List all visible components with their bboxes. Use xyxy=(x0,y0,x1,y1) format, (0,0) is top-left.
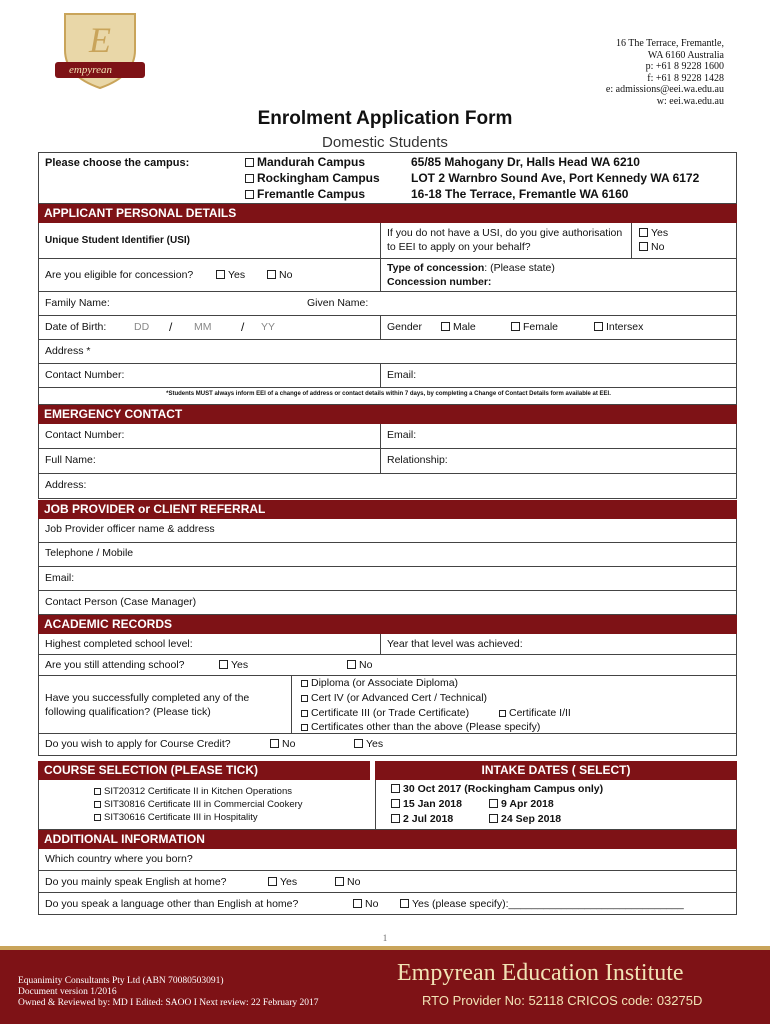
option-label: 30 Oct 2017 (Rockingham Campus only) xyxy=(403,783,604,795)
dob-month-field[interactable]: MM xyxy=(194,321,212,333)
still-attending-row xyxy=(38,655,737,676)
checkbox[interactable] xyxy=(441,322,450,331)
other-language-no[interactable] xyxy=(353,898,378,910)
dob-label: Date of Birth: xyxy=(45,321,107,333)
checkbox[interactable] xyxy=(245,174,254,183)
checkbox[interactable] xyxy=(94,814,101,821)
option-label: Female xyxy=(523,321,559,333)
option-label: SIT30616 Certificate III in Hospitality xyxy=(104,812,258,823)
address-row xyxy=(38,340,737,364)
checkbox[interactable] xyxy=(391,814,400,823)
emergency-contact-number-label: Contact Number: xyxy=(45,429,125,441)
option-label: Yes (please specify):______________________________ xyxy=(412,898,684,910)
course-credit-row xyxy=(38,734,737,756)
dob-separator: / xyxy=(241,320,245,334)
option-label: 9 Apr 2018 xyxy=(501,798,554,810)
intake-15-jan-2018[interactable] xyxy=(391,798,462,810)
emergency-contact-row xyxy=(38,424,737,449)
qualifications-question: Have you successfully completed any of the following qualification? (Please tick) xyxy=(45,692,250,718)
campus-section xyxy=(38,152,737,204)
intake-30-oct-2017[interactable] xyxy=(391,783,603,795)
concession-number-label: Concession number: xyxy=(387,276,492,288)
highest-level-row xyxy=(38,634,737,655)
checkbox[interactable] xyxy=(400,899,409,908)
gender-label: Gender xyxy=(387,321,423,333)
concession-type-hint: : (Please state) xyxy=(484,262,555,274)
option-label: SIT30816 Certificate III in Commercial Cookery xyxy=(104,799,303,810)
option-label: SIT20312 Certificate II in Kitchen Operations xyxy=(104,786,292,797)
campus-option-label: Rockingham Campus xyxy=(257,171,380,185)
other-language-question: Do you speak a language other than English at home? xyxy=(45,898,299,910)
concession-no[interactable] xyxy=(267,269,292,281)
job-contact-person-row xyxy=(38,591,737,615)
section-personal-details: APPLICANT PERSONAL DETAILS xyxy=(38,204,737,223)
footer-company: Equanimity Consultants Pty Ltd (ABN 70080503091) xyxy=(18,976,224,986)
option-label: 2 Jul 2018 xyxy=(403,813,454,825)
course-commercial-cookery[interactable] xyxy=(94,799,303,810)
checkbox[interactable] xyxy=(301,724,308,731)
footer-version: Document version 1/2016 xyxy=(18,987,117,997)
course-hospitality[interactable] xyxy=(94,812,258,823)
option-label: Certificate I/II xyxy=(509,707,571,719)
checkbox[interactable] xyxy=(391,799,400,808)
section-job-provider: JOB PROVIDER or CLIENT REFERRAL xyxy=(38,500,737,519)
contact-number-label: Contact Number: xyxy=(45,369,125,381)
section-intake-dates: INTAKE DATES ( SELECT) xyxy=(375,761,737,780)
year-achieved-label: Year that level was achieved: xyxy=(387,638,523,650)
english-row xyxy=(38,871,737,893)
course-credit-question: Do you wish to apply for Course Credit? xyxy=(45,738,231,750)
dob-year-field[interactable]: YY xyxy=(261,321,276,333)
usi-authorise-no[interactable] xyxy=(639,241,664,253)
still-attending-question: Are you still attending school? xyxy=(45,659,185,671)
section-course-selection: COURSE SELECTION (PLEASE TICK) xyxy=(38,761,370,780)
footer-reviewed: Owned & Reviewed by: MD I Edited: SAOO I Next review: 22 February 2017 xyxy=(18,998,319,1008)
option-label: 24 Sep 2018 xyxy=(501,813,562,825)
option-label: No xyxy=(651,241,665,253)
intake-24-sep-2018[interactable] xyxy=(489,813,561,825)
dob-day-field[interactable]: DD xyxy=(134,321,150,333)
course-credit-yes[interactable] xyxy=(354,738,383,750)
address-label: Address * xyxy=(45,345,91,357)
notice-row xyxy=(38,388,737,405)
still-attending-no[interactable] xyxy=(347,659,372,671)
checkbox[interactable] xyxy=(639,242,648,251)
highest-level-label: Highest completed school level: xyxy=(45,638,193,650)
emergency-address-row xyxy=(38,474,737,499)
option-label: Yes xyxy=(366,738,384,750)
job-telephone-row xyxy=(38,543,737,567)
checkbox[interactable] xyxy=(489,799,498,808)
form-title: Enrolment Application Form xyxy=(257,108,513,129)
option-label: Yes xyxy=(231,659,249,671)
born-question: Which country where you born? xyxy=(45,853,193,865)
option-label: Certificate III (or Trade Certificate) xyxy=(311,707,470,719)
job-telephone-label: Telephone / Mobile xyxy=(45,547,134,559)
contact-change-notice: *Students MUST always inform EEI of a change of address or contact details within 7 days, by completing a Change of Contact Details form available at EEI. xyxy=(166,391,611,397)
checkbox[interactable] xyxy=(639,228,648,237)
checkbox[interactable] xyxy=(216,270,225,279)
campus-option-label: Mandurah Campus xyxy=(257,155,366,169)
gender-intersex[interactable] xyxy=(594,321,643,333)
emergency-name-row xyxy=(38,449,737,474)
address-line: 16 The Terrace, Fremantle, xyxy=(615,38,724,49)
option-label: No xyxy=(282,738,296,750)
intake-2-jul-2018[interactable] xyxy=(391,813,453,825)
job-contact-person-label: Contact Person (Case Manager) xyxy=(45,596,197,608)
fax-line: f: +61 8 9228 1428 xyxy=(647,72,724,84)
checkbox[interactable] xyxy=(499,710,506,717)
footer-institute-name: Empyrean Education Institute xyxy=(397,960,684,986)
option-label: No xyxy=(347,876,361,888)
campus-address-fremantle: 16-18 The Terrace, Fremantle WA 6160 xyxy=(411,187,629,201)
option-label: Cert IV (or Advanced Cert / Technical) xyxy=(311,692,488,704)
checkbox[interactable] xyxy=(267,270,276,279)
campus-option-fremantle[interactable] xyxy=(245,187,365,201)
checkbox[interactable] xyxy=(270,739,279,748)
usi-authorise-question: If you do not have a USI, do you give authorisation to EEI to apply on your behalf? xyxy=(387,227,623,253)
course-kitchen-operations[interactable] xyxy=(94,786,292,797)
qual-cert-iii[interactable] xyxy=(301,707,469,719)
option-label: No xyxy=(279,269,293,281)
concession-yes[interactable] xyxy=(216,269,245,281)
checkbox[interactable] xyxy=(301,710,308,717)
other-language-yes-specify[interactable] xyxy=(400,898,684,910)
english-no[interactable] xyxy=(335,876,360,888)
usi-row xyxy=(38,223,737,259)
gender-female[interactable] xyxy=(511,321,558,333)
checkbox[interactable] xyxy=(391,784,400,793)
checkbox[interactable] xyxy=(335,877,344,886)
checkbox[interactable] xyxy=(301,680,308,687)
emergency-relationship-label: Relationship: xyxy=(387,454,448,466)
gender-male[interactable] xyxy=(441,321,476,333)
name-row xyxy=(38,292,737,316)
english-question: Do you mainly speak English at home? xyxy=(45,876,227,888)
checkbox[interactable] xyxy=(94,788,101,795)
concession-question: Are you eligible for concession? xyxy=(45,269,194,281)
checkbox[interactable] xyxy=(347,660,356,669)
campus-option-label: Fremantle Campus xyxy=(257,187,366,201)
institute-logo xyxy=(55,10,145,90)
course-intake-row xyxy=(38,780,737,830)
qualifications-row xyxy=(38,676,737,734)
email-line: e: admissions@eei.wa.edu.au xyxy=(605,84,724,96)
job-officer-label: Job Provider officer name & address xyxy=(45,523,215,535)
checkbox[interactable] xyxy=(511,322,520,331)
section-additional-information: ADDITIONAL INFORMATION xyxy=(38,830,737,849)
campus-prompt: Please choose the campus: xyxy=(45,157,190,169)
usi-label: Unique Student Identifier (USI) xyxy=(45,235,190,246)
usi-authorise-yes[interactable] xyxy=(639,227,668,239)
option-label: Intersex xyxy=(606,321,644,333)
option-label: 15 Jan 2018 xyxy=(403,798,462,810)
footer-band xyxy=(0,946,770,1024)
checkbox[interactable] xyxy=(353,899,362,908)
concession-type-title: Type of concession xyxy=(387,262,485,274)
checkbox[interactable] xyxy=(489,814,498,823)
qual-cert-i-ii[interactable] xyxy=(499,707,571,719)
institute-address-block xyxy=(606,38,724,108)
option-label: Certificates other than the above (Please specify) xyxy=(311,721,541,733)
campus-address-rockingham: LOT 2 Warnbro Sound Ave, Port Kennedy WA 6172 xyxy=(411,171,700,185)
concession-type-label xyxy=(387,262,555,274)
checkbox[interactable] xyxy=(245,158,254,167)
logo-wordmark: empyrean xyxy=(69,64,112,76)
dob-gender-row xyxy=(38,316,737,340)
course-credit-no[interactable] xyxy=(270,738,295,750)
campus-option-mandurah[interactable] xyxy=(245,155,365,169)
checkbox[interactable] xyxy=(268,877,277,886)
option-label: Male xyxy=(453,321,476,333)
checkbox[interactable] xyxy=(219,660,228,669)
option-label: Yes xyxy=(651,227,669,239)
other-language-row xyxy=(38,893,737,915)
address-line: WA 6160 Australia xyxy=(647,49,724,61)
phone-line: p: +61 8 9228 1600 xyxy=(645,61,724,73)
email-label: Email: xyxy=(387,369,417,381)
checkbox[interactable] xyxy=(594,322,603,331)
intake-9-apr-2018[interactable] xyxy=(489,798,554,810)
emergency-email-label: Email: xyxy=(387,429,417,441)
option-label: No xyxy=(365,898,379,910)
job-email-row xyxy=(38,567,737,591)
qual-other[interactable] xyxy=(301,721,540,733)
option-label: Yes xyxy=(228,269,246,281)
option-label: No xyxy=(359,659,373,671)
qual-diploma[interactable] xyxy=(301,677,458,689)
born-row xyxy=(38,849,737,871)
option-label: Yes xyxy=(280,876,298,888)
section-emergency-contact: EMERGENCY CONTACT xyxy=(38,405,737,424)
qual-cert-iv[interactable] xyxy=(301,692,487,704)
checkbox[interactable] xyxy=(354,739,363,748)
family-name-label: Family Name: xyxy=(45,297,110,309)
job-email-label: Email: xyxy=(45,572,75,584)
svg-text:E: E xyxy=(89,20,111,60)
given-name-label: Given Name: xyxy=(307,297,369,309)
emergency-full-name-label: Full Name: xyxy=(45,454,96,466)
english-yes[interactable] xyxy=(268,876,297,888)
checkbox[interactable] xyxy=(94,801,101,808)
checkbox[interactable] xyxy=(301,695,308,702)
section-academic-records: ACADEMIC RECORDS xyxy=(38,615,737,634)
checkbox[interactable] xyxy=(245,190,254,199)
concession-row xyxy=(38,259,737,292)
contact-row xyxy=(38,364,737,388)
footer-rto-cricos: RTO Provider No: 52118 CRICOS code: 03275D xyxy=(422,993,703,1008)
option-label: Diploma (or Associate Diploma) xyxy=(311,677,459,689)
footer-gold-rule xyxy=(0,946,770,950)
dob-separator: / xyxy=(169,320,173,334)
campus-address-mandurah: 65/85 Mahogany Dr, Halls Head WA 6210 xyxy=(411,155,640,169)
still-attending-yes[interactable] xyxy=(219,659,248,671)
page-number: 1 xyxy=(382,933,388,943)
form-subtitle: Domestic Students xyxy=(322,134,448,151)
job-officer-row xyxy=(38,519,737,543)
campus-option-rockingham[interactable] xyxy=(245,171,380,185)
website-line: w: eei.wa.edu.au xyxy=(656,95,724,107)
emergency-address-label: Address: xyxy=(45,479,87,491)
